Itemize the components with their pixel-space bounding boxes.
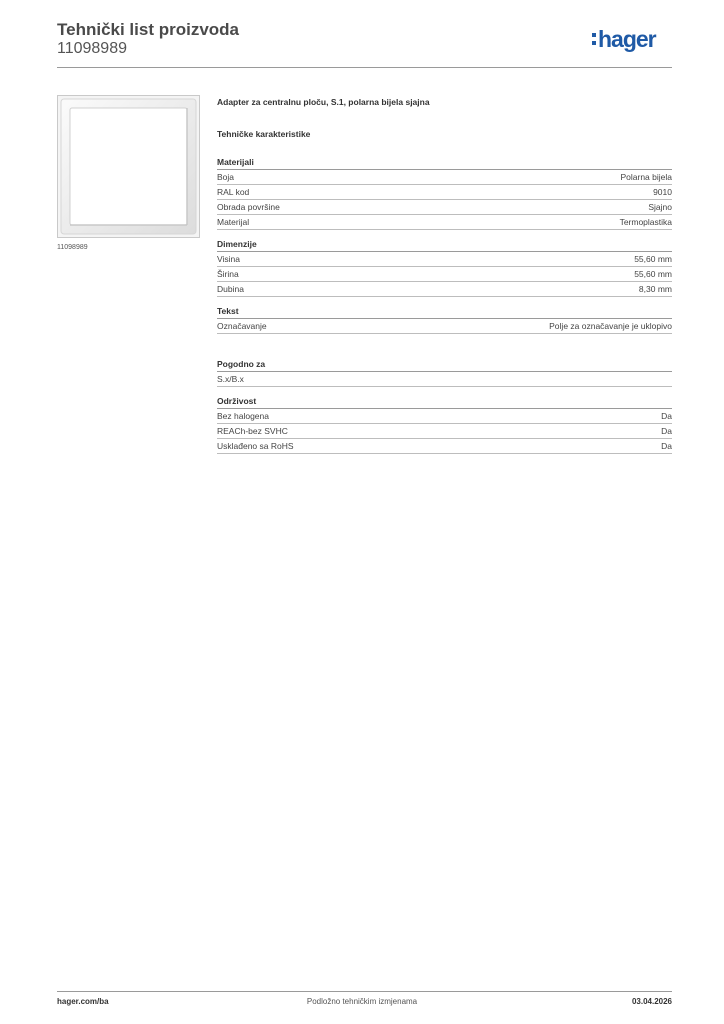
section-title: Pogodno za [217, 359, 672, 372]
header-divider [57, 67, 672, 68]
spec-row [217, 372, 672, 387]
spec-value: 55,60 mm [634, 254, 672, 264]
spec-label: Širina [217, 269, 239, 279]
section-title: Dimenzije [217, 239, 672, 252]
spec-value: Da [661, 426, 672, 436]
spec-row [217, 319, 672, 334]
spec-row [217, 200, 672, 215]
hager-logo [592, 27, 674, 57]
section-pogodno-za [217, 359, 672, 387]
spec-value: Polarna bijela [620, 172, 672, 182]
section-dimenzije [217, 239, 672, 297]
spec-label: Boja [217, 172, 235, 182]
spec-value: 9010 [653, 187, 672, 197]
spec-label: Materijal [217, 217, 250, 227]
spec-row [217, 215, 672, 230]
spec-label: S.x/B.x [217, 374, 244, 384]
section-tekst [217, 306, 672, 334]
product-image [57, 95, 200, 238]
spec-value: Da [661, 441, 672, 451]
spec-row [217, 409, 672, 424]
characteristics-heading: Tehničke karakteristike [217, 129, 311, 139]
section-title: Održivost [217, 396, 672, 409]
product-code: 11098989 [57, 40, 127, 57]
footer-date: 03.04.2026 [631, 997, 672, 1006]
spec-value: Sjajno [648, 202, 672, 212]
spec-row [217, 170, 672, 185]
spec-label: Označavanje [217, 321, 267, 331]
spec-row [217, 267, 672, 282]
page-title: Tehnički list proizvoda [57, 20, 239, 39]
logo-text: hager [598, 26, 656, 52]
image-caption: 11098989 [57, 244, 88, 251]
spec-value: 55,60 mm [634, 269, 672, 279]
section-title: Tekst [217, 306, 672, 319]
spec-content [217, 96, 672, 463]
spec-value: Da [661, 411, 672, 421]
spec-label: REACh-bez SVHC [217, 426, 288, 436]
spec-row [217, 424, 672, 439]
spec-label: Visina [217, 254, 240, 264]
spec-row [217, 185, 672, 200]
section-title: Materijali [217, 157, 672, 170]
logo-dots-icon [592, 33, 596, 45]
spec-row [217, 252, 672, 267]
spec-row [217, 282, 672, 297]
footer-note: Podložno tehničkim izmjenama [306, 997, 418, 1006]
section-materijali [217, 157, 672, 230]
spec-label: Dubina [217, 284, 244, 294]
spec-label: Usklađeno sa RoHS [217, 441, 294, 451]
spec-value: Polje za označavanje je uklopivo [549, 321, 672, 331]
spec-row [217, 439, 672, 454]
footer-website-link[interactable]: hager.com/ba [57, 997, 109, 1006]
section-odrzivost [217, 396, 672, 454]
footer-divider [57, 991, 672, 992]
product-name: Adapter za centralnu ploču, S.1, polarna bijela sjajna [217, 97, 430, 107]
spec-label: Bez halogena [217, 411, 269, 421]
spec-label: Obrada površine [217, 202, 280, 212]
spec-label: RAL kod [217, 187, 250, 197]
spec-value: 8,30 mm [638, 284, 672, 294]
adapter-frame-icon [58, 96, 199, 237]
spec-value: Termoplastika [619, 217, 672, 227]
